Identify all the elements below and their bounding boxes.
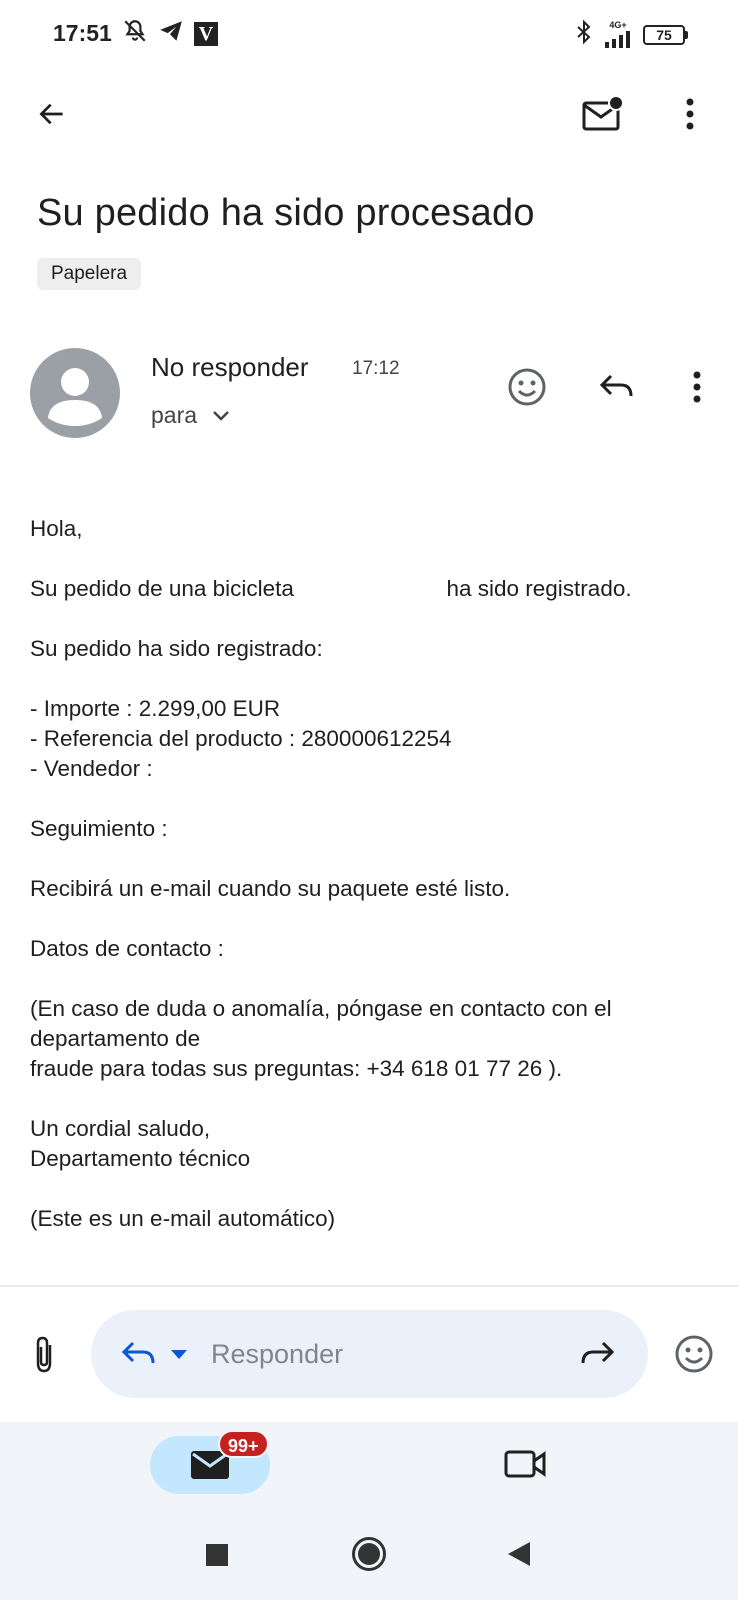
recent-apps-button[interactable] (206, 1544, 228, 1566)
person-icon (30, 348, 120, 438)
reply-icon (599, 372, 635, 402)
forward-button[interactable] (575, 1332, 619, 1376)
reply-type-button[interactable] (117, 1332, 161, 1376)
unread-badge: 99+ (218, 1430, 269, 1458)
add-reaction-button[interactable] (506, 366, 548, 408)
reply-button[interactable] (596, 366, 638, 408)
reply-type-dropdown[interactable] (167, 1342, 191, 1366)
message-more-button[interactable] (676, 366, 718, 408)
status-icons-right (575, 20, 688, 49)
home-button[interactable] (352, 1537, 386, 1571)
body-line: Seguimiento : (30, 816, 168, 841)
body-line: - Referencia del producto : 280000612254 (30, 726, 452, 751)
body-line: Su pedido ha sido registrado: (30, 636, 323, 661)
top-app-bar (0, 80, 738, 146)
signal-icon (603, 30, 633, 48)
email-body (30, 514, 720, 1234)
emoji-icon (507, 367, 547, 407)
body-line: Recibirá un e-mail cuando su paquete esté listo. (30, 876, 511, 901)
forward-icon (579, 1339, 615, 1369)
status-bar (0, 0, 738, 66)
bottom-navigation (0, 1422, 738, 1512)
redacted-text (159, 756, 219, 776)
sender-avatar[interactable] (30, 348, 120, 438)
battery-icon (643, 25, 688, 45)
nav-meet-tab[interactable] (500, 1442, 550, 1486)
arrow-back-icon (36, 98, 68, 130)
video-icon (504, 1448, 546, 1480)
attach-button[interactable] (24, 1330, 64, 1380)
recipient-toggle[interactable] (151, 402, 231, 429)
recipient-label: para (151, 402, 198, 428)
caret-down-icon (170, 1348, 188, 1360)
reply-placeholder: Responder (211, 1339, 344, 1369)
mark-unread-button[interactable] (578, 92, 628, 136)
back-button[interactable] (30, 92, 74, 136)
label-chip[interactable]: Papelera (37, 258, 141, 290)
redacted-text (300, 576, 440, 596)
body-line: Un cordial saludo, (30, 1116, 211, 1141)
system-navigation (0, 1512, 738, 1600)
network-indicator (603, 21, 633, 48)
body-line: departamento de (30, 1026, 201, 1051)
reply-field[interactable] (91, 1310, 648, 1398)
body-line: Su pedido de una bicicleta ha sido registrado. (30, 576, 632, 601)
more-options-button[interactable] (668, 92, 712, 136)
body-line: - Importe : 2.299,00 EUR (30, 696, 281, 721)
emoji-icon (674, 1334, 714, 1374)
system-back-button[interactable] (508, 1542, 530, 1566)
body-line: - Vendedor : (30, 754, 720, 784)
mute-notifications-icon (122, 18, 148, 49)
phone-link-line[interactable]: fraude para todas sus preguntas: +34 618 01 77 26 ). (30, 1056, 563, 1081)
body-line: (Este es un e-mail automático) (30, 1206, 336, 1231)
v-app-icon: V (194, 22, 218, 46)
bluetooth-icon (575, 20, 593, 49)
network-type: 4G+ (609, 20, 627, 30)
body-line: (En caso de duda o anomalía, póngase en contacto con el (30, 996, 612, 1021)
more-vert-icon (692, 371, 702, 403)
attach-icon (31, 1335, 57, 1375)
telegram-icon (158, 18, 184, 49)
sender-name[interactable]: No responder (151, 352, 309, 382)
reply-bar (0, 1300, 738, 1410)
divider (0, 1285, 738, 1287)
mark-unread-icon (582, 95, 624, 133)
body-line: Departamento técnico (30, 1146, 251, 1171)
email-subject: Su pedido ha sido procesado (37, 192, 535, 234)
reply-icon (121, 1339, 157, 1369)
email-time: 17:12 (352, 358, 400, 379)
status-icons-left (122, 18, 218, 49)
battery-level: 75 (643, 25, 685, 45)
greeting: Hola, (30, 516, 83, 541)
status-time: 17:51 (53, 20, 112, 46)
more-vert-icon (685, 98, 695, 130)
reaction-button[interactable] (670, 1330, 718, 1378)
chevron-down-icon (211, 409, 231, 423)
body-line: Datos de contacto : (30, 936, 224, 961)
